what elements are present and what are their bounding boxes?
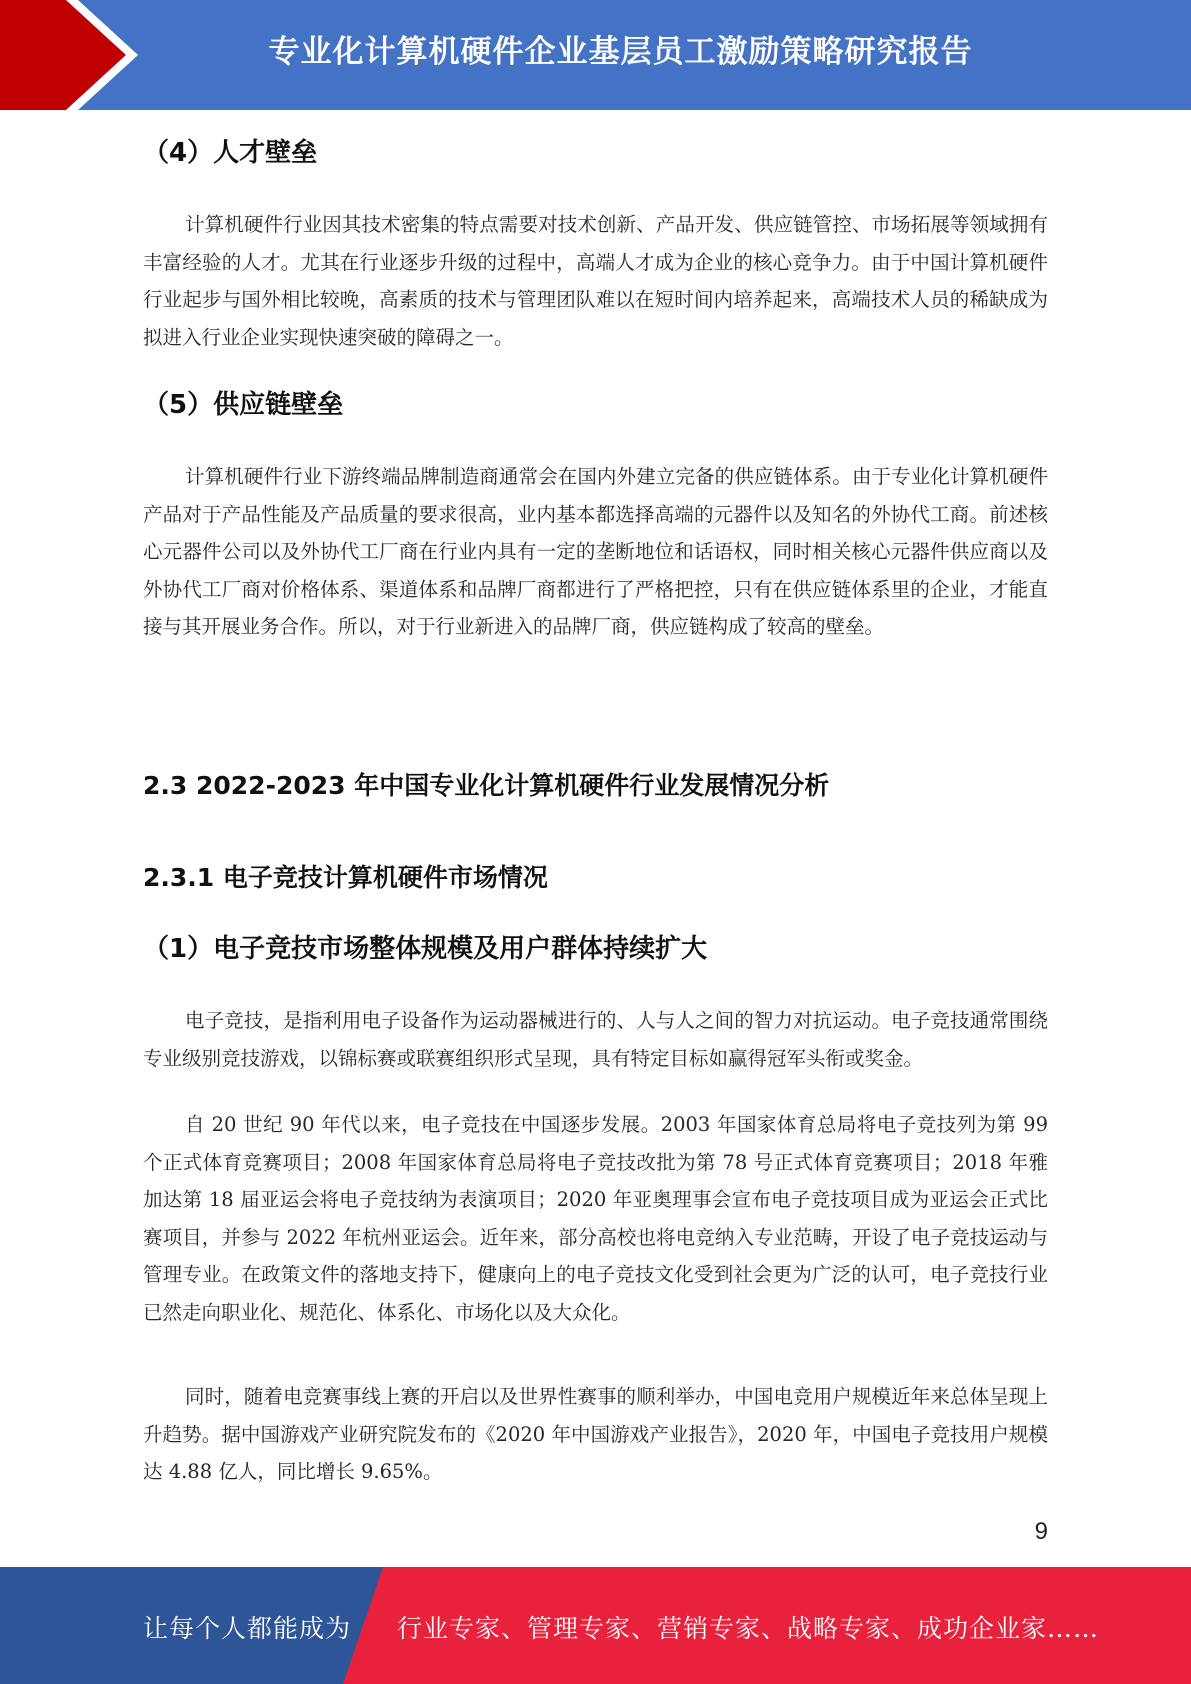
paragraph-esports-history: 自 20 世纪 90 年代以来，电子竞技在中国逐步发展。2003 年国家体育总局将电子竞技列为第 99 个正式体育竞赛项目；2008 年国家体育总局将电子竞技改批为第 78 号正式体育竞赛项目；2018 年雅加达第 18 届亚运会将电子竞技纳为表演项目；2020 年亚奥理事会宣布电子竞技项目成为亚运会正式比赛项目，并参与 2022 年杭州亚运会。近年来，部分高校也将电竞纳入专业范畴，开设了电子竞技运动与管理专业。在政策文件的落地支持下，健康向上的电子竞技文化受到社会更为广泛的认可，电子竞技行业已然走向职业化、规范化、体系化、市场化以及大众化。 [143,1113,1049,1324]
footer-slogan-right: 行业专家、管理专家、营销专家、战略专家、成功企业家…… [397,1614,1100,1643]
footer-slogan-left: 让每个人都能成为 [143,1614,352,1643]
page-footer [0,1567,1191,1684]
report-title: 专业化计算机硬件企业基层员工激励策略研究报告 [268,34,973,70]
section-heading-2-3: 2.3 2022-2023 年中国专业化计算机硬件行业发展情况分析 [143,771,830,800]
paragraph-esports-users: 同时，随着电竞赛事线上赛的开启以及世界性赛事的顺利举办，中国电竞用户规模近年来总体呈现上升趋势。据中国游戏产业研究院发布的《2020 年中国游戏产业报告》，2020 年，中国电子竞技用户规模达 4.88 亿人，同比增长 9.65%。 [143,1385,1048,1484]
page-header [0,0,1191,110]
heading-esports-market-scale: （1）电子竞技市场整体规模及用户群体持续扩大 [143,934,708,964]
paragraph-talent-barrier: 计算机硬件行业因其技术密集的特点需要对技术创新、产品开发、供应链管控、市场拓展等领域拥有丰富经验的人才。尤其在行业逐步升级的过程中，高端人才成为企业的核心竞争力。由于中国计算机硬件行业起步与国外相比较晚，高素质的技术与管理团队难以在短时间内培养起来，高端技术人员的稀缺成为拟进入行业企业实现快速突破的障碍之一。 [143,213,1048,349]
header-arrow-decoration [0,0,160,110]
heading-talent-barrier: （4）人才壁垒 [143,138,318,168]
page-number: 9 [1034,1518,1048,1545]
section-heading-2-3-1: 2.3.1 电子竞技计算机硬件市场情况 [143,863,548,892]
heading-supply-chain-barrier: （5）供应链壁垒 [143,390,344,420]
paragraph-esports-definition: 电子竞技，是指利用电子设备作为运动器械进行的、人与人之间的智力对抗运动。电子竞技通常围绕专业级别竞技游戏，以锦标赛或联赛组织形式呈现，具有特定目标如赢得冠军头衔或奖金。 [143,1009,1048,1070]
paragraph-supply-chain-barrier: 计算机硬件行业下游终端品牌制造商通常会在国内外建立完备的供应链体系。由于专业化计算机硬件产品对于产品性能及产品质量的要求很高，业内基本都选择高端的元器件以及知名的外协代工商。前述核心元器件公司以及外协代工厂商在行业内具有一定的垄断地位和话语权，同时相关核心元器件供应商以及外协代工厂商对价格体系、渠道体系和品牌厂商都进行了严格把控，只有在供应链体系里的企业，才能直接与其开展业务合作。所以，对于行业新进入的品牌厂商，供应链构成了较高的壁垒。 [143,465,1048,639]
